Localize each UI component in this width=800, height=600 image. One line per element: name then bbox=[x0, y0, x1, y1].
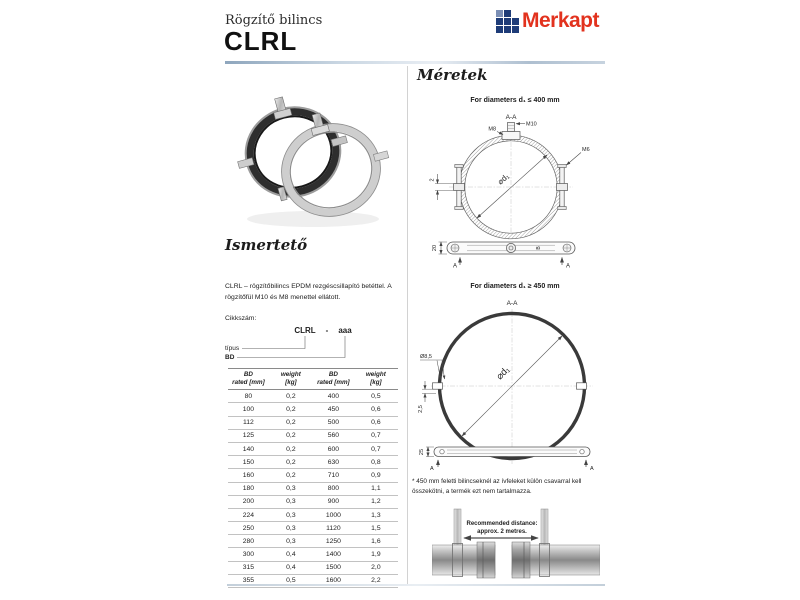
label-cut-a2-left: A bbox=[430, 466, 434, 472]
table-cell: 315 bbox=[228, 561, 269, 574]
brand-name: Merkapt bbox=[521, 9, 599, 32]
table-cell: 0,2 bbox=[269, 403, 313, 416]
table-row bbox=[228, 429, 398, 442]
footnote: * 450 mm feletti bilincseknél az ívfeleket külön csavarral kell összekötni, a termék ezt nem tartalmazza. bbox=[412, 478, 582, 495]
table-cell: 0,4 bbox=[269, 561, 313, 574]
label-width-20: 20 bbox=[432, 244, 438, 252]
table-row bbox=[228, 469, 398, 482]
table-row bbox=[228, 416, 398, 429]
table-cell: 800 bbox=[313, 482, 354, 495]
product-subtitle: Rögzítő bilincs bbox=[225, 13, 323, 28]
table-row bbox=[228, 442, 398, 455]
code-type: CLRL bbox=[294, 326, 316, 335]
order-code-diagram bbox=[225, 321, 405, 365]
table-row bbox=[228, 535, 398, 548]
table-cell: 630 bbox=[313, 456, 354, 469]
column-divider bbox=[407, 66, 408, 585]
table-cell: 1,9 bbox=[354, 548, 398, 561]
table-cell: 500 bbox=[313, 416, 354, 429]
table-cell: 112 bbox=[228, 416, 269, 429]
label-width-25: 25 bbox=[419, 448, 425, 456]
dimension-diagram-large bbox=[417, 296, 602, 472]
table-cell: 0,2 bbox=[269, 416, 313, 429]
table-cell: 0,5 bbox=[269, 574, 313, 587]
brand-logo bbox=[496, 9, 599, 33]
section-cut-label: A-A bbox=[505, 114, 517, 121]
table-cell: 180 bbox=[228, 482, 269, 495]
table-cell: 0,7 bbox=[354, 442, 398, 455]
table-cell: 0,9 bbox=[354, 469, 398, 482]
table-cell: 0,7 bbox=[354, 429, 398, 442]
table-row bbox=[228, 508, 398, 521]
table-cell: 0,6 bbox=[354, 416, 398, 429]
table-cell: 1,2 bbox=[354, 495, 398, 508]
section-heading-ismerteto: Ismertető bbox=[225, 236, 308, 254]
table-row bbox=[228, 561, 398, 574]
column-header: BD rated [mm] bbox=[313, 369, 354, 390]
table-cell: 1600 bbox=[313, 574, 354, 587]
label-m6: M6 bbox=[582, 147, 590, 153]
table-cell: 0,4 bbox=[269, 548, 313, 561]
size-table-body bbox=[228, 390, 398, 588]
table-cell: 600 bbox=[313, 442, 354, 455]
table-cell: 0,3 bbox=[269, 508, 313, 521]
table-cell: 1250 bbox=[313, 535, 354, 548]
table-cell: 1000 bbox=[313, 508, 354, 521]
table-cell: 0,2 bbox=[269, 390, 313, 403]
merkapt-logo-icon bbox=[496, 10, 519, 33]
product-title: CLRL bbox=[224, 26, 298, 56]
table-row bbox=[228, 482, 398, 495]
table-cell: 150 bbox=[228, 456, 269, 469]
table-cell: 400 bbox=[313, 390, 354, 403]
table-cell: 100 bbox=[228, 403, 269, 416]
table-cell: 0,2 bbox=[269, 456, 313, 469]
column-header: BD rated [mm] bbox=[228, 369, 269, 390]
table-cell: 280 bbox=[228, 535, 269, 548]
table-cell: 300 bbox=[228, 548, 269, 561]
table-cell: 0,8 bbox=[354, 456, 398, 469]
section-heading-meretek: Méretek bbox=[417, 66, 488, 84]
code-legend-size: BD bbox=[225, 354, 235, 361]
table-row bbox=[228, 456, 398, 469]
table-row bbox=[228, 548, 398, 561]
table-cell: 0,2 bbox=[269, 469, 313, 482]
table-cell: 160 bbox=[228, 469, 269, 482]
label-cut-a-left: A bbox=[453, 263, 458, 268]
label-thickness-25: 2,5 bbox=[418, 405, 424, 413]
distance-note-line1: Recommended distance: bbox=[466, 521, 538, 527]
table-header-row bbox=[228, 369, 398, 390]
section-cut-label-large: A-A bbox=[506, 300, 518, 307]
size-weight-table bbox=[228, 368, 398, 588]
table-cell: 1,3 bbox=[354, 508, 398, 521]
label-hole: Ø8,5 bbox=[420, 354, 432, 360]
table-cell: 140 bbox=[228, 442, 269, 455]
table-cell: 2,0 bbox=[354, 561, 398, 574]
table-cell: 450 bbox=[313, 403, 354, 416]
table-cell: 0,2 bbox=[269, 429, 313, 442]
table-cell: 2,2 bbox=[354, 574, 398, 587]
table-cell: 355 bbox=[228, 574, 269, 587]
table-cell: 250 bbox=[228, 522, 269, 535]
table-cell: 125 bbox=[228, 429, 269, 442]
table-row bbox=[228, 403, 398, 416]
table-cell: 0,6 bbox=[354, 403, 398, 416]
table-row bbox=[228, 574, 398, 587]
table-cell: 1120 bbox=[313, 522, 354, 535]
table-cell: 1,6 bbox=[354, 535, 398, 548]
installation-illustration bbox=[432, 505, 600, 583]
table-row bbox=[228, 495, 398, 508]
dimension-diagram-small bbox=[423, 110, 598, 268]
table-cell: 710 bbox=[313, 469, 354, 482]
table-cell: 1,1 bbox=[354, 482, 398, 495]
datasheet-page bbox=[195, 0, 605, 600]
table-cell: 0,5 bbox=[354, 390, 398, 403]
distance-note-line2: approx. 2 metres. bbox=[477, 529, 527, 535]
table-cell: 0,2 bbox=[269, 442, 313, 455]
code-size: aaa bbox=[338, 326, 352, 335]
column-header: weight [kg] bbox=[269, 369, 313, 390]
code-legend-type: típus bbox=[225, 345, 240, 352]
hanger-rod-left bbox=[454, 509, 461, 546]
table-cell: 900 bbox=[313, 495, 354, 508]
column-header: weight [kg] bbox=[354, 369, 398, 390]
order-code-label: Cikkszám: bbox=[225, 315, 257, 322]
table-cell: 1,5 bbox=[354, 522, 398, 535]
label-diameter-small: ⌀d₁ bbox=[495, 171, 511, 187]
table-cell: 0,3 bbox=[269, 482, 313, 495]
header-rule bbox=[225, 61, 605, 64]
label-b: B bbox=[536, 246, 542, 250]
label-thickness-2: 2 bbox=[429, 178, 436, 182]
diagram-large-caption: For diameters d₁ ≥ 450 mm bbox=[470, 283, 560, 290]
table-cell: 0,3 bbox=[269, 522, 313, 535]
table-cell: 0,3 bbox=[269, 495, 313, 508]
product-photo bbox=[233, 90, 393, 235]
table-cell: 1500 bbox=[313, 561, 354, 574]
label-cut-a-right: A bbox=[566, 263, 571, 268]
label-cut-a2-right: A bbox=[590, 466, 594, 472]
label-m8: M8 bbox=[488, 126, 496, 133]
hanger-rod-right bbox=[541, 509, 548, 546]
table-cell: 80 bbox=[228, 390, 269, 403]
product-description: CLRL – rögzítőbilincs EPDM rezgéscsillapító betéttel. A rögzítőfül M10 és M8 menettel ellátott. bbox=[225, 283, 392, 301]
table-cell: 0,3 bbox=[269, 535, 313, 548]
table-cell: 200 bbox=[228, 495, 269, 508]
table-cell: 224 bbox=[228, 508, 269, 521]
table-cell: 560 bbox=[313, 429, 354, 442]
diagram-small-caption: For diameters d₁ ≤ 400 mm bbox=[470, 97, 560, 104]
code-separator: - bbox=[325, 326, 329, 335]
table-row bbox=[228, 390, 398, 403]
label-diameter-large: ⌀d₁ bbox=[494, 364, 513, 383]
table-cell: 1400 bbox=[313, 548, 354, 561]
label-m10: M10 bbox=[526, 121, 537, 128]
table-row bbox=[228, 522, 398, 535]
